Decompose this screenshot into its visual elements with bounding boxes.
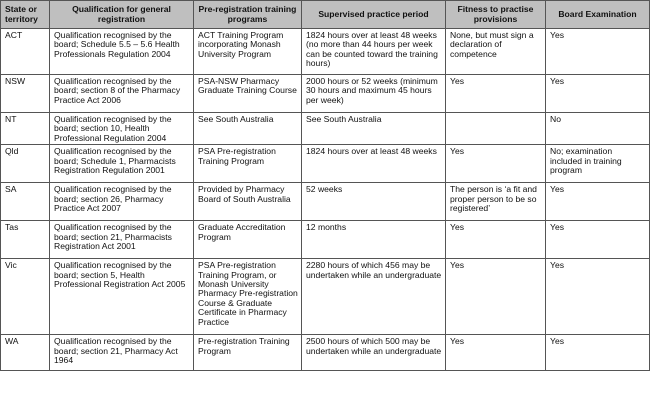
- header-exam: Board Examination: [546, 1, 650, 29]
- header-fitness: Fitness to practise provisions: [446, 1, 546, 29]
- table-body: [1, 29, 650, 371]
- cell-qualification: Qualification recognised by the board; Schedule 1, Pharmacists Registration Regulation 2001: [50, 145, 194, 183]
- cell-supervised: 12 months: [302, 221, 446, 259]
- table-row: [1, 335, 650, 371]
- cell-fitness: The person is ‘a fit and proper person to be so registered’: [446, 183, 546, 221]
- cell-preregistration: PSA Pre-registration Training Program, or Monash University Pharmacy Pre-registration Course & Graduate Certificate in Pharmacy Practice: [194, 259, 302, 335]
- cell-state: NT: [1, 113, 50, 145]
- cell-fitness: [446, 113, 546, 145]
- cell-exam: No; examination included in training program: [546, 145, 650, 183]
- cell-preregistration: PSA-NSW Pharmacy Graduate Training Course: [194, 75, 302, 113]
- header-preregistration: Pre-registration training programs: [194, 1, 302, 29]
- header-qualification: Qualification for general registration: [50, 1, 194, 29]
- cell-qualification: Qualification recognised by the board; section 5, Health Professional Registration Act 2005: [50, 259, 194, 335]
- cell-exam: Yes: [546, 29, 650, 75]
- cell-fitness: Yes: [446, 259, 546, 335]
- cell-fitness: Yes: [446, 145, 546, 183]
- cell-state: WA: [1, 335, 50, 371]
- table-row: [1, 113, 650, 145]
- cell-state: ACT: [1, 29, 50, 75]
- cell-supervised: 2000 hours or 52 weeks (minimum 30 hours and maximum 45 hours per week): [302, 75, 446, 113]
- cell-state: Tas: [1, 221, 50, 259]
- cell-preregistration: PSA Pre-registration Training Program: [194, 145, 302, 183]
- cell-preregistration: Graduate Accreditation Program: [194, 221, 302, 259]
- cell-fitness: Yes: [446, 75, 546, 113]
- table-row: [1, 75, 650, 113]
- table-row: [1, 221, 650, 259]
- cell-supervised: 1824 hours over at least 48 weeks: [302, 145, 446, 183]
- cell-supervised: 2280 hours of which 456 may be undertaken while an undergraduate: [302, 259, 446, 335]
- header-state: State or territory: [1, 1, 50, 29]
- cell-exam: Yes: [546, 75, 650, 113]
- cell-exam: Yes: [546, 221, 650, 259]
- header-supervised: Supervised practice period: [302, 1, 446, 29]
- cell-qualification: Qualification recognised by the board; section 21, Pharmacists Registration Act 2001: [50, 221, 194, 259]
- cell-state: Qld: [1, 145, 50, 183]
- cell-preregistration: Pre-registration Training Program: [194, 335, 302, 371]
- table-header: [1, 1, 650, 29]
- cell-state: NSW: [1, 75, 50, 113]
- cell-exam: Yes: [546, 183, 650, 221]
- cell-qualification: Qualification recognised by the board; section 21, Pharmacy Act 1964: [50, 335, 194, 371]
- cell-fitness: Yes: [446, 221, 546, 259]
- table-row: [1, 29, 650, 75]
- cell-supervised: 1824 hours over at least 48 weeks (no more than 44 hours per week can be counted toward the training hours): [302, 29, 446, 75]
- cell-preregistration: See South Australia: [194, 113, 302, 145]
- cell-supervised: See South Australia: [302, 113, 446, 145]
- cell-fitness: None, but must sign a declaration of competence: [446, 29, 546, 75]
- cell-qualification: Qualification recognised by the board; section 8 of the Pharmacy Practice Act 2006: [50, 75, 194, 113]
- cell-qualification: Qualification recognised by the board; section 26, Pharmacy Practice Act 2007: [50, 183, 194, 221]
- header-row: [1, 1, 650, 29]
- cell-preregistration: ACT Training Program incorporating Monash University Program: [194, 29, 302, 75]
- cell-qualification: Qualification recognised by the board; Schedule 5.5 – 5.6 Health Professionals Regulation 2004: [50, 29, 194, 75]
- cell-qualification: Qualification recognised by the board; section 10, Health Professional Regulation 2004: [50, 113, 194, 145]
- cell-exam: No: [546, 113, 650, 145]
- cell-state: SA: [1, 183, 50, 221]
- cell-fitness: Yes: [446, 335, 546, 371]
- cell-preregistration: Provided by Pharmacy Board of South Australia: [194, 183, 302, 221]
- cell-exam: Yes: [546, 259, 650, 335]
- cell-exam: Yes: [546, 335, 650, 371]
- cell-state: Vic: [1, 259, 50, 335]
- cell-supervised: 2500 hours of which 500 may be undertaken while an undergraduate: [302, 335, 446, 371]
- table-row: [1, 183, 650, 221]
- table-row: [1, 259, 650, 335]
- table-row: [1, 145, 650, 183]
- cell-supervised: 52 weeks: [302, 183, 446, 221]
